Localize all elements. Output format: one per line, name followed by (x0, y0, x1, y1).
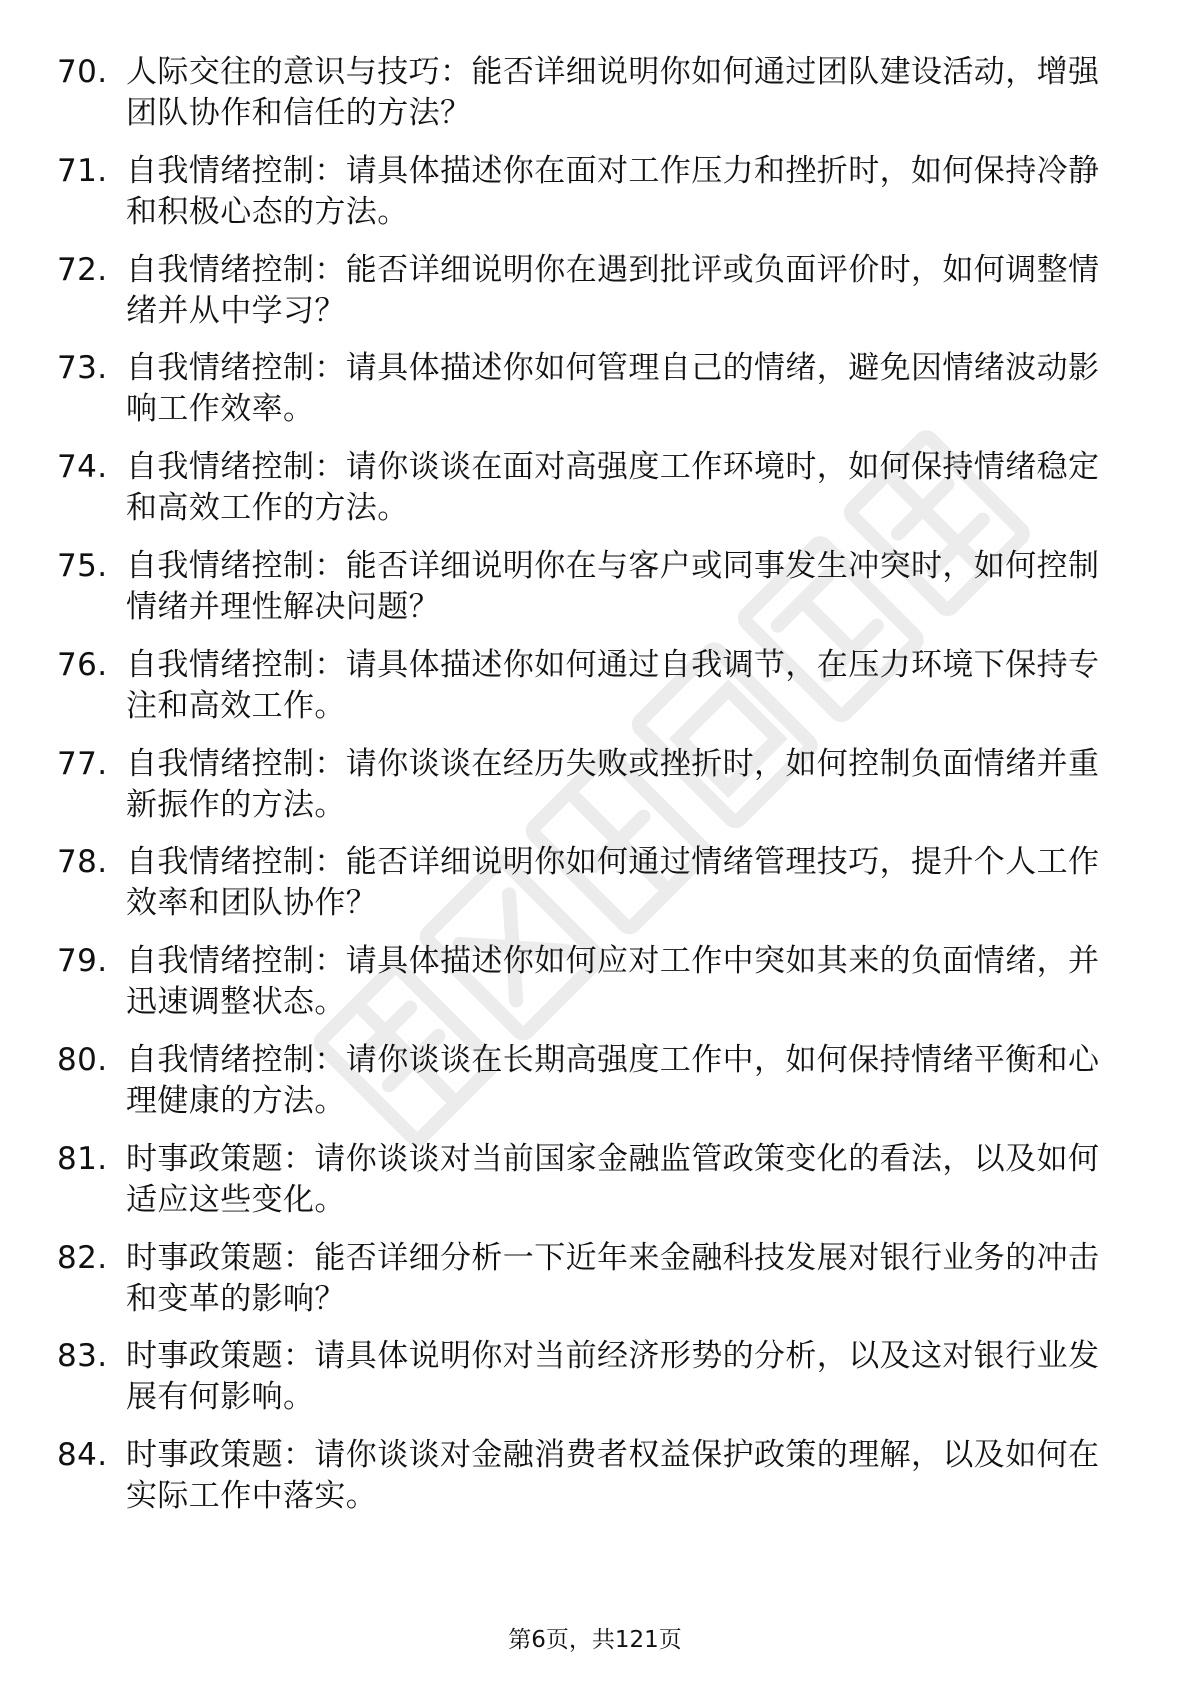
question-number: 72. (57, 251, 108, 288)
question-item (0, 941, 1116, 1023)
question-text: 人际交往的意识与技巧：能否详细说明你如何通过团队建设活动，增强团队协作和信任的方法？ (126, 54, 1100, 131)
question-number: 76. (57, 646, 108, 683)
question-item (0, 1040, 1116, 1122)
question-text: 自我情绪控制：能否详细说明你在遇到批评或负面评价时，如何调整情绪并从中学习？ (126, 251, 1100, 329)
question-number: 80. (57, 1041, 108, 1078)
question-text: 自我情绪控制：请你谈谈在面对高强度工作环境时，如何保持情绪稳定和高效工作的方法。 (126, 449, 1100, 527)
question-item (0, 52, 1116, 134)
question-list (0, 52, 1190, 1534)
page-number-label: 第6页，共121页 (508, 1627, 682, 1653)
question-number: 81. (57, 1140, 108, 1177)
question-text: 自我情绪控制：请具体描述你如何管理自己的情绪，避免因情绪波动影响工作效率。 (126, 350, 1100, 428)
page-footer (0, 1625, 1190, 1655)
question-item (0, 546, 1116, 628)
question-text: 自我情绪控制：请具体描述你在面对工作压力和挫折时，如何保持冷静和积极心态的方法。 (126, 152, 1100, 230)
question-number: 77. (57, 745, 108, 782)
question-number: 75. (57, 547, 108, 584)
question-number: 70. (57, 54, 108, 90)
question-number: 78. (57, 844, 108, 881)
question-item (0, 1336, 1116, 1418)
question-text: 时事政策题：请你谈谈对当前国家金融监管政策变化的看法，以及如何适应这些变化。 (126, 1140, 1100, 1218)
question-item (0, 250, 1116, 332)
question-number: 71. (57, 152, 108, 189)
question-number: 83. (57, 1338, 108, 1375)
question-item (0, 645, 1116, 727)
question-text: 自我情绪控制：请你谈谈在长期高强度工作中，如何保持情绪平衡和心理健康的方法。 (126, 1041, 1100, 1119)
question-item (0, 842, 1116, 924)
question-text: 自我情绪控制：能否详细说明你在与客户或同事发生冲突时，如何控制情绪并理性解决问题？ (126, 547, 1100, 625)
question-number: 82. (57, 1239, 108, 1276)
question-number: 79. (57, 943, 108, 980)
question-text: 时事政策题：请具体说明你对当前经济形势的分析，以及这对银行业发展有何影响。 (126, 1338, 1100, 1416)
question-item (0, 1139, 1116, 1221)
question-number: 73. (57, 350, 108, 387)
question-item (0, 447, 1116, 529)
question-item (0, 1435, 1116, 1517)
question-text: 自我情绪控制：能否详细说明你如何通过情绪管理技巧，提升个人工作效率和团队协作？ (126, 844, 1100, 922)
question-text: 自我情绪控制：请具体描述你如何应对工作中突如其来的负面情绪，并迅速调整状态。 (126, 943, 1100, 1021)
question-item (0, 1238, 1116, 1320)
question-item (0, 151, 1116, 233)
question-text: 时事政策题：能否详细分析一下近年来金融科技发展对银行业务的冲击和变革的影响？ (126, 1239, 1100, 1317)
question-number: 74. (57, 449, 108, 486)
question-text: 自我情绪控制：请你谈谈在经历失败或挫折时，如何控制负面情绪并重新振作的方法。 (126, 745, 1100, 823)
question-text: 自我情绪控制：请具体描述你如何通过自我调节，在压力环境下保持专注和高效工作。 (126, 646, 1100, 724)
question-text: 时事政策题：请你谈谈对金融消费者权益保护政策的理解，以及如何在实际工作中落实。 (126, 1437, 1100, 1515)
question-item (0, 348, 1116, 430)
question-number: 84. (57, 1437, 108, 1474)
question-item (0, 744, 1116, 826)
